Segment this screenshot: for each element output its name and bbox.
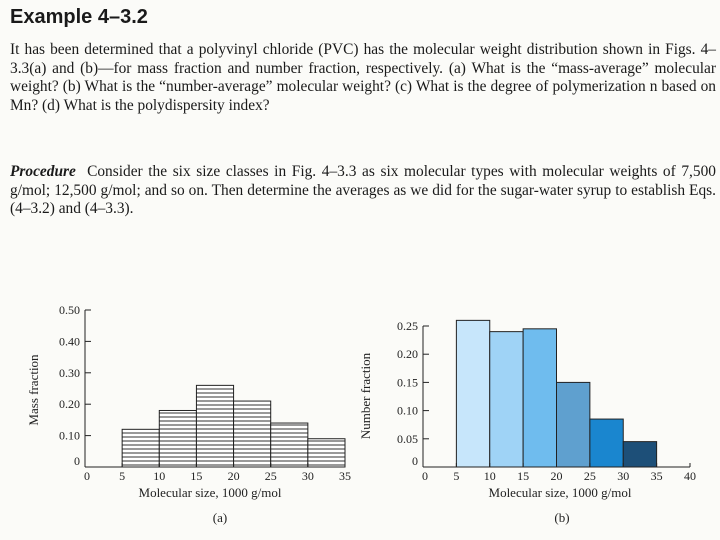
panel-label: (a) bbox=[212, 510, 228, 525]
y-tick-label: 0.10 bbox=[397, 403, 418, 418]
bar-4 bbox=[234, 401, 271, 467]
y-tick-label: 0.15 bbox=[397, 375, 418, 390]
x-tick-label: 5 bbox=[453, 469, 460, 483]
y-tick-label: 0.20 bbox=[59, 397, 80, 412]
example-title: Example 4–3.2 bbox=[10, 6, 148, 28]
bar-2 bbox=[159, 410, 196, 467]
procedure-text: Consider the six size classes in Fig. 4–3.3 as six molecular types with molecular weights of 7,500 g/mol; 12,500 g/mol; and so on. Then determine the averages as we did for the sugar-water syrup to establish Eqs. (4–3.2) and (4–3.3). bbox=[10, 163, 716, 218]
x-tick-label: 40 bbox=[684, 469, 696, 483]
bar-5 bbox=[590, 419, 623, 467]
bar-1 bbox=[122, 429, 159, 467]
x-tick-label: 15 bbox=[517, 469, 530, 483]
x-tick-label: 0 bbox=[84, 469, 90, 483]
problem-statement: It has been determined that a polyvinyl chloride (PVC) has the molecular weight distribution shown in Figs. 4–3.3(a) and (b)—for mass fraction and number fraction, respectively. (a) What is the “mass-average” molecular weight? (b) What is the “number-average” molecular weight? (c) What is the degree of polymerization n based on Mn? (d) What is the polydispersity index? bbox=[10, 41, 716, 114]
bar-1 bbox=[456, 320, 489, 467]
y-tick-label: 0.50 bbox=[59, 303, 80, 317]
y-axis-label: Number fraction bbox=[358, 352, 373, 440]
bar-3 bbox=[523, 329, 556, 467]
y-tick-label: 0.10 bbox=[59, 428, 80, 443]
bar-6 bbox=[308, 439, 345, 467]
x-tick-label: 5 bbox=[119, 469, 126, 483]
x-tick-label: 0 bbox=[422, 469, 428, 483]
x-tick-label: 25 bbox=[264, 469, 277, 483]
y-tick-label: 0.30 bbox=[59, 365, 80, 380]
x-axis-label: Molecular size, 1000 g/mol bbox=[138, 485, 282, 500]
x-tick-label: 20 bbox=[227, 469, 240, 483]
x-tick-label: 10 bbox=[483, 469, 496, 483]
bar-2 bbox=[490, 332, 523, 467]
x-tick-label: 20 bbox=[550, 469, 563, 483]
y-axis-label: Mass fraction bbox=[26, 354, 41, 426]
bar-5 bbox=[271, 423, 308, 467]
mass-fraction-chart bbox=[26, 303, 351, 525]
y-tick-label: 0 bbox=[412, 454, 418, 468]
x-tick-label: 10 bbox=[153, 469, 166, 483]
x-tick-label: 35 bbox=[650, 469, 663, 483]
panel-label: (b) bbox=[554, 510, 570, 525]
bar-3 bbox=[196, 385, 233, 467]
y-tick-label: 0.40 bbox=[59, 334, 80, 349]
bar-4 bbox=[557, 382, 590, 467]
x-tick-label: 35 bbox=[339, 469, 351, 483]
y-tick-label: 0 bbox=[74, 454, 80, 468]
x-tick-label: 25 bbox=[583, 469, 596, 483]
number-fraction-chart bbox=[358, 319, 696, 525]
x-tick-label: 15 bbox=[190, 469, 203, 483]
y-tick-label: 0.05 bbox=[397, 431, 418, 446]
x-axis-label: Molecular size, 1000 g/mol bbox=[488, 485, 632, 500]
y-tick-label: 0.25 bbox=[397, 319, 418, 333]
x-tick-label: 30 bbox=[617, 469, 630, 483]
bar-6 bbox=[623, 442, 656, 467]
x-tick-label: 30 bbox=[301, 469, 314, 483]
procedure-label: Procedure bbox=[10, 163, 76, 180]
y-tick-label: 0.20 bbox=[397, 347, 418, 362]
